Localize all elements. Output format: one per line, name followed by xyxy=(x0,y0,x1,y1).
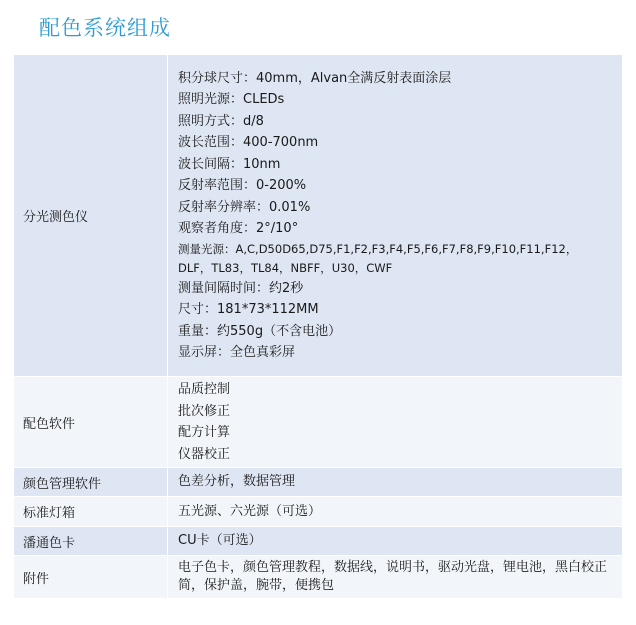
spec-line: 测量光源：A,C,D50D65,D75,F1,F2,F3,F4,F5,F6,F7,F8,F9,F10,F11,F12， xyxy=(178,241,578,256)
table-row xyxy=(14,468,623,497)
spec-line: 配方计算 xyxy=(178,425,231,440)
table-row xyxy=(14,55,623,377)
spec-line: 照明光源：CLEDs xyxy=(178,92,285,107)
spec-line: 尺寸：181*73*112MM xyxy=(178,302,319,317)
spec-line: 品质控制 xyxy=(178,382,231,397)
row-value xyxy=(168,377,623,468)
spec-line: 五光源、六光源（可选） xyxy=(178,503,322,519)
spec-line: 电子色卡，颜色管理教程，数据线，说明书，驱动光盘，锂电池，黑白校正简，保护盖，腕带，便携包 xyxy=(178,560,608,593)
row-value xyxy=(168,497,623,527)
spec-table xyxy=(13,54,623,599)
table-row xyxy=(14,527,623,556)
row-label: 标准灯箱 xyxy=(14,497,168,527)
spec-line: 波长范围：400-700nm xyxy=(178,135,319,150)
spec-line: 仪器校正 xyxy=(178,446,231,462)
row-label: 分光测色仪 xyxy=(14,55,168,377)
spec-line: 波长间隔：10nm xyxy=(178,156,281,172)
spec-line: 批次修正 xyxy=(178,403,231,419)
spec-line: DLF，TL83，TL84，NBFF，U30，CWF xyxy=(178,260,393,275)
spec-line: 反射率分辨率：0.01% xyxy=(178,199,311,215)
row-label: 附件 xyxy=(14,556,168,599)
row-label: 潘通色卡 xyxy=(14,527,168,556)
row-label: 配色软件 xyxy=(14,377,168,468)
spec-line: 照明方式：d/8 xyxy=(178,113,264,129)
spec-line: 重量：约550g（不含电池） xyxy=(178,323,342,339)
spec-line: 积分球尺寸：40mm，Alvan全满反射表面涂层 xyxy=(178,70,452,86)
spec-line: 色差分析，数据管理 xyxy=(178,474,296,490)
row-value xyxy=(168,468,623,497)
table-row xyxy=(14,556,623,599)
row-label: 颜色管理软件 xyxy=(14,468,168,497)
row-value xyxy=(168,556,623,599)
row-value xyxy=(168,55,623,377)
spec-line: 测量间隔时间：约2秒 xyxy=(178,280,304,296)
spec-line: 反射率范围：0-200% xyxy=(178,178,307,193)
spec-line: CU卡（可选） xyxy=(178,533,262,549)
row-value xyxy=(168,527,623,556)
page-title: 配色系统组成 xyxy=(39,16,171,40)
spec-line: 观察者角度：2°/10° xyxy=(178,221,299,236)
table-row xyxy=(14,377,623,468)
table-row xyxy=(14,497,623,527)
spec-line: 显示屏：全色真彩屏 xyxy=(178,345,296,360)
